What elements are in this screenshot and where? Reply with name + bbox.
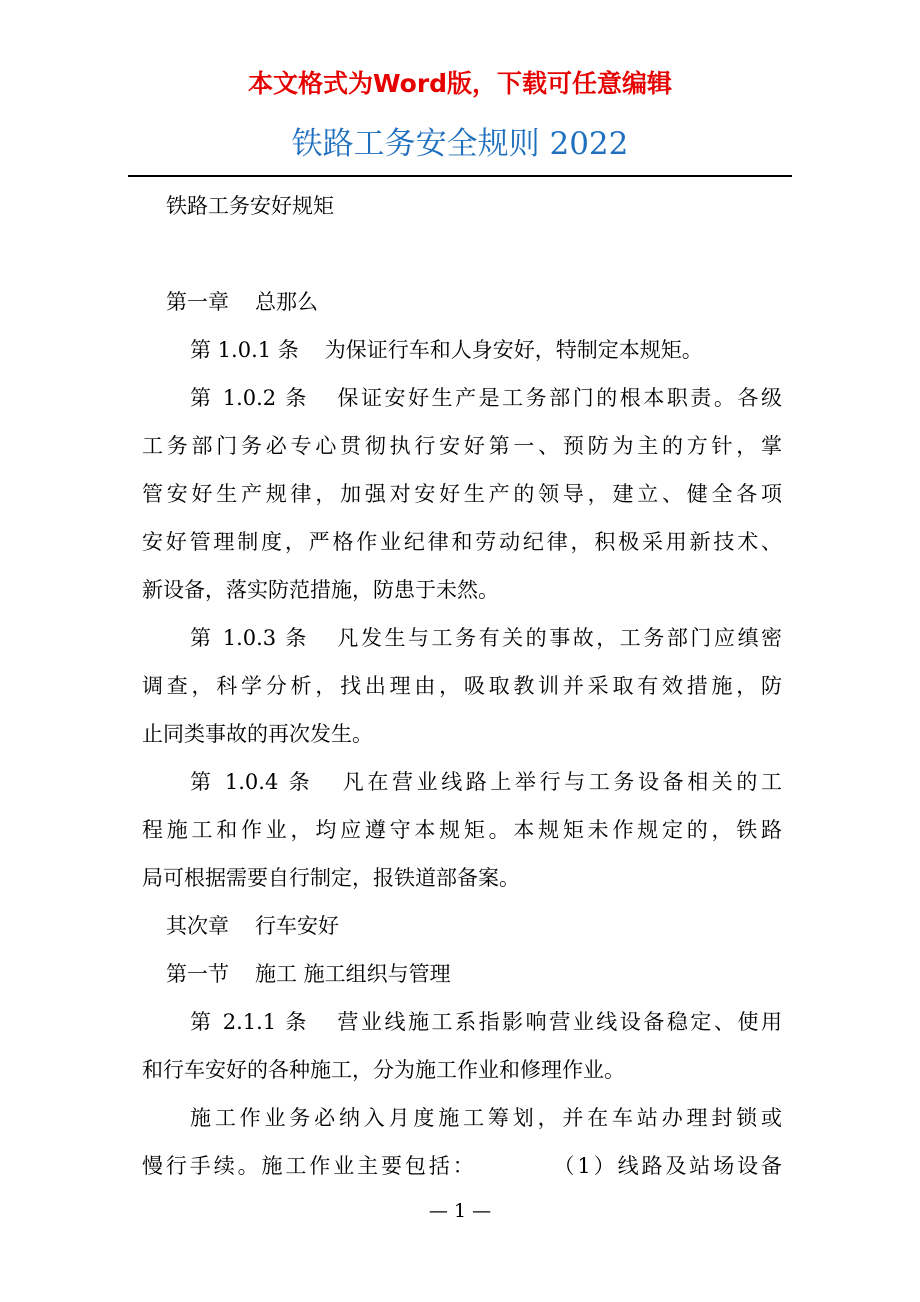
article-1-0-4 <box>190 758 782 806</box>
chapter-heading-2 <box>166 902 782 950</box>
article-number: 第 2.1.1 条 <box>190 1010 309 1034</box>
paragraph-line: 和行车安好的各种施工，分为施工作业和修理作业。 <box>142 1058 625 1082</box>
section-heading-1 <box>166 950 782 998</box>
paragraph-line: 局可根据需要自行制定，报铁道部备案。 <box>142 866 520 890</box>
chapter-label: 其次章 <box>166 914 229 938</box>
article-number: 第 1.0.2 条 <box>190 386 309 410</box>
article-text: 为保证行车和人身安好，特制定本规矩。 <box>324 338 703 362</box>
document-title: 铁路工务安全规则 2022 <box>291 126 629 162</box>
chapter-label: 第一章 <box>166 290 229 314</box>
article-text: 凡发生与工务有关的事故，工务部门应缜密 <box>334 626 782 650</box>
article-number: 第 1.0.3 条 <box>190 626 309 650</box>
paragraph-line <box>142 1142 782 1190</box>
article-1-0-2 <box>190 374 782 422</box>
paragraph-line: 调查，科学分析，找出理由，吸取教训并采取有效措施，防 <box>142 674 782 698</box>
article-text: 营业线施工系指影响营业线设备稳定、使用 <box>334 1010 782 1034</box>
document-subtitle: 铁路工务安好规矩 <box>166 194 334 218</box>
download-banner: 本文格式为Word版，下载可任意编辑 <box>247 69 673 98</box>
article-text: 凡在营业线路上举行与工务设备相关的工 <box>339 770 782 794</box>
section-title: 施工 施工组织与管理 <box>255 962 451 986</box>
header-divider <box>128 175 792 177</box>
article-2-1-1 <box>190 998 782 1046</box>
article-number: 第 1.0.1 条 <box>190 338 299 362</box>
article-text: 保证安好生产是工务部门的根本职责。各级 <box>334 386 782 410</box>
paragraph-line: 施工作业务必纳入月度施工筹划，并在车站办理封锁或 <box>190 1106 782 1130</box>
paragraph-text: 慢行手续。施工作业主要包括： <box>142 1154 477 1178</box>
list-item-marker: （1）线路及站场设备 <box>550 1154 782 1178</box>
chapter-title: 行车安好 <box>255 914 339 938</box>
section-label: 第一节 <box>166 962 229 986</box>
article-1-0-1 <box>190 326 782 374</box>
paragraph-line: 程施工和作业，均应遵守本规矩。本规矩未作规定的，铁路 <box>142 818 782 842</box>
paragraph-line: 止同类事故的再次发生。 <box>142 722 373 746</box>
chapter-title: 总那么 <box>255 290 318 314</box>
article-1-0-3 <box>190 614 782 662</box>
page-number: — 1 — <box>428 1200 492 1222</box>
paragraph-line: 新设备，落实防范措施，防患于未然。 <box>142 578 499 602</box>
article-number: 第 1.0.4 条 <box>190 770 314 794</box>
chapter-heading-1 <box>166 278 782 326</box>
paragraph-line: 管安好生产规律，加强对安好生产的领导，建立、健全各项 <box>142 482 782 506</box>
paragraph-line: 工务部门务必专心贯彻执行安好第一、预防为主的方针，掌 <box>142 434 782 458</box>
paragraph-line: 安好管理制度，严格作业纪律和劳动纪律，积极采用新技术、 <box>142 530 782 554</box>
